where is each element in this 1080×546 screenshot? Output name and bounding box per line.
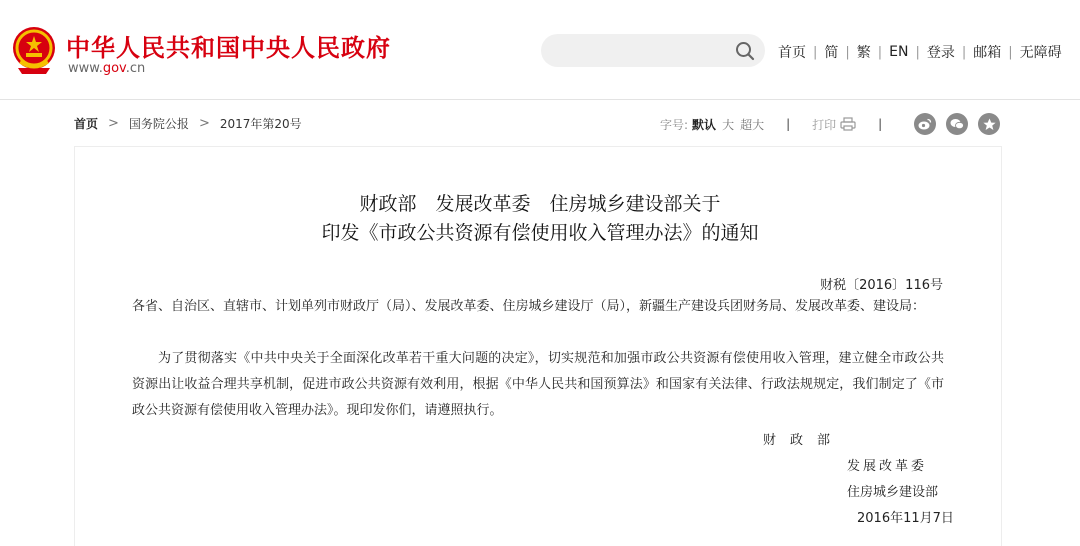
search-icon[interactable] <box>735 41 755 61</box>
print-label: 打印 <box>812 117 837 132</box>
site-url-prefix: www. <box>68 61 103 76</box>
breadcrumb <box>74 115 302 132</box>
nav-traditional[interactable]: 繁 <box>856 45 871 61</box>
font-size-label: 字号: <box>660 117 689 132</box>
nav-home[interactable]: 首页 <box>778 45 806 61</box>
breadcrumb-home[interactable]: 首页 <box>74 117 99 131</box>
page-tools <box>660 113 1000 135</box>
document-title-line-2: 印发《市政公共资源有偿使用收入管理办法》的通知 <box>321 222 759 244</box>
favorite-star-icon[interactable] <box>978 113 1000 135</box>
site-url <box>68 61 145 76</box>
nav-english[interactable]: EN <box>889 44 909 60</box>
nav-simplified[interactable]: 简 <box>824 45 839 61</box>
top-nav: 首页 | 简 | 繁 | EN | 登录 | 邮箱 | 无障碍 <box>778 44 1062 61</box>
document-date: 2016年11月7日 <box>857 511 954 526</box>
document-body: 为了贯彻落实《中共中央关于全面深化改革若干重大问题的决定》，切实规范和加强市政公共资源有偿使用收入管理，建立健全市政公共资源出让收益合理共享机制，促进市政公共资源有效利用，根据《中华人民共和国预算法》和国家有关法律、行政法规规定，我们制定了《市政公共资源有偿使用收入管理办法》。现印发你们，请遵照执行。 <box>132 351 944 418</box>
nav-accessibility[interactable]: 无障碍 <box>1019 45 1062 61</box>
divider: | <box>878 117 883 131</box>
nav-login[interactable]: 登录 <box>926 45 955 61</box>
document-title <box>0 190 1080 248</box>
site-header <box>0 0 1080 100</box>
printer-icon <box>840 117 856 131</box>
nav-mailbox[interactable]: 邮箱 <box>973 45 1002 61</box>
chevron-right-icon: > <box>198 116 210 131</box>
document-title-line-1: 财政部 发展改革委 住房城乡建设部关于 <box>359 193 721 215</box>
site-title[interactable]: 中华人民共和国中央人民政府 <box>66 34 391 62</box>
font-size-default[interactable]: 默认 <box>692 117 717 132</box>
document-recipients: 各省、自治区、直辖市、计划单列市财政厅（局）、发展改革委、住房城乡建设厅（局），新疆生产建设兵团财务局、发展改革委、建设局： <box>132 299 926 314</box>
signatory-mohurd: 住房城乡建设部 <box>847 485 939 500</box>
national-emblem-icon[interactable] <box>10 24 58 76</box>
font-size-xlarge[interactable]: 超大 <box>740 117 765 132</box>
weibo-icon[interactable] <box>914 113 936 135</box>
site-url-domain: gov <box>102 61 126 76</box>
chevron-right-icon: > <box>108 116 119 131</box>
wechat-icon[interactable] <box>946 113 968 135</box>
search-box[interactable] <box>541 34 765 67</box>
signatory-ndrc: 发展改革委 <box>847 459 928 474</box>
document-number: 财税〔2016〕116号 <box>820 278 943 293</box>
signatory-mof: 财政部 <box>763 433 845 448</box>
breadcrumb-section[interactable]: 国务院公报 <box>128 117 189 131</box>
print-button[interactable] <box>812 116 856 133</box>
breadcrumb-issue[interactable]: 2017年第20号 <box>219 117 302 131</box>
font-size-large[interactable]: 大 <box>722 117 735 132</box>
site-url-suffix: .cn <box>125 61 146 76</box>
divider: | <box>786 117 791 131</box>
